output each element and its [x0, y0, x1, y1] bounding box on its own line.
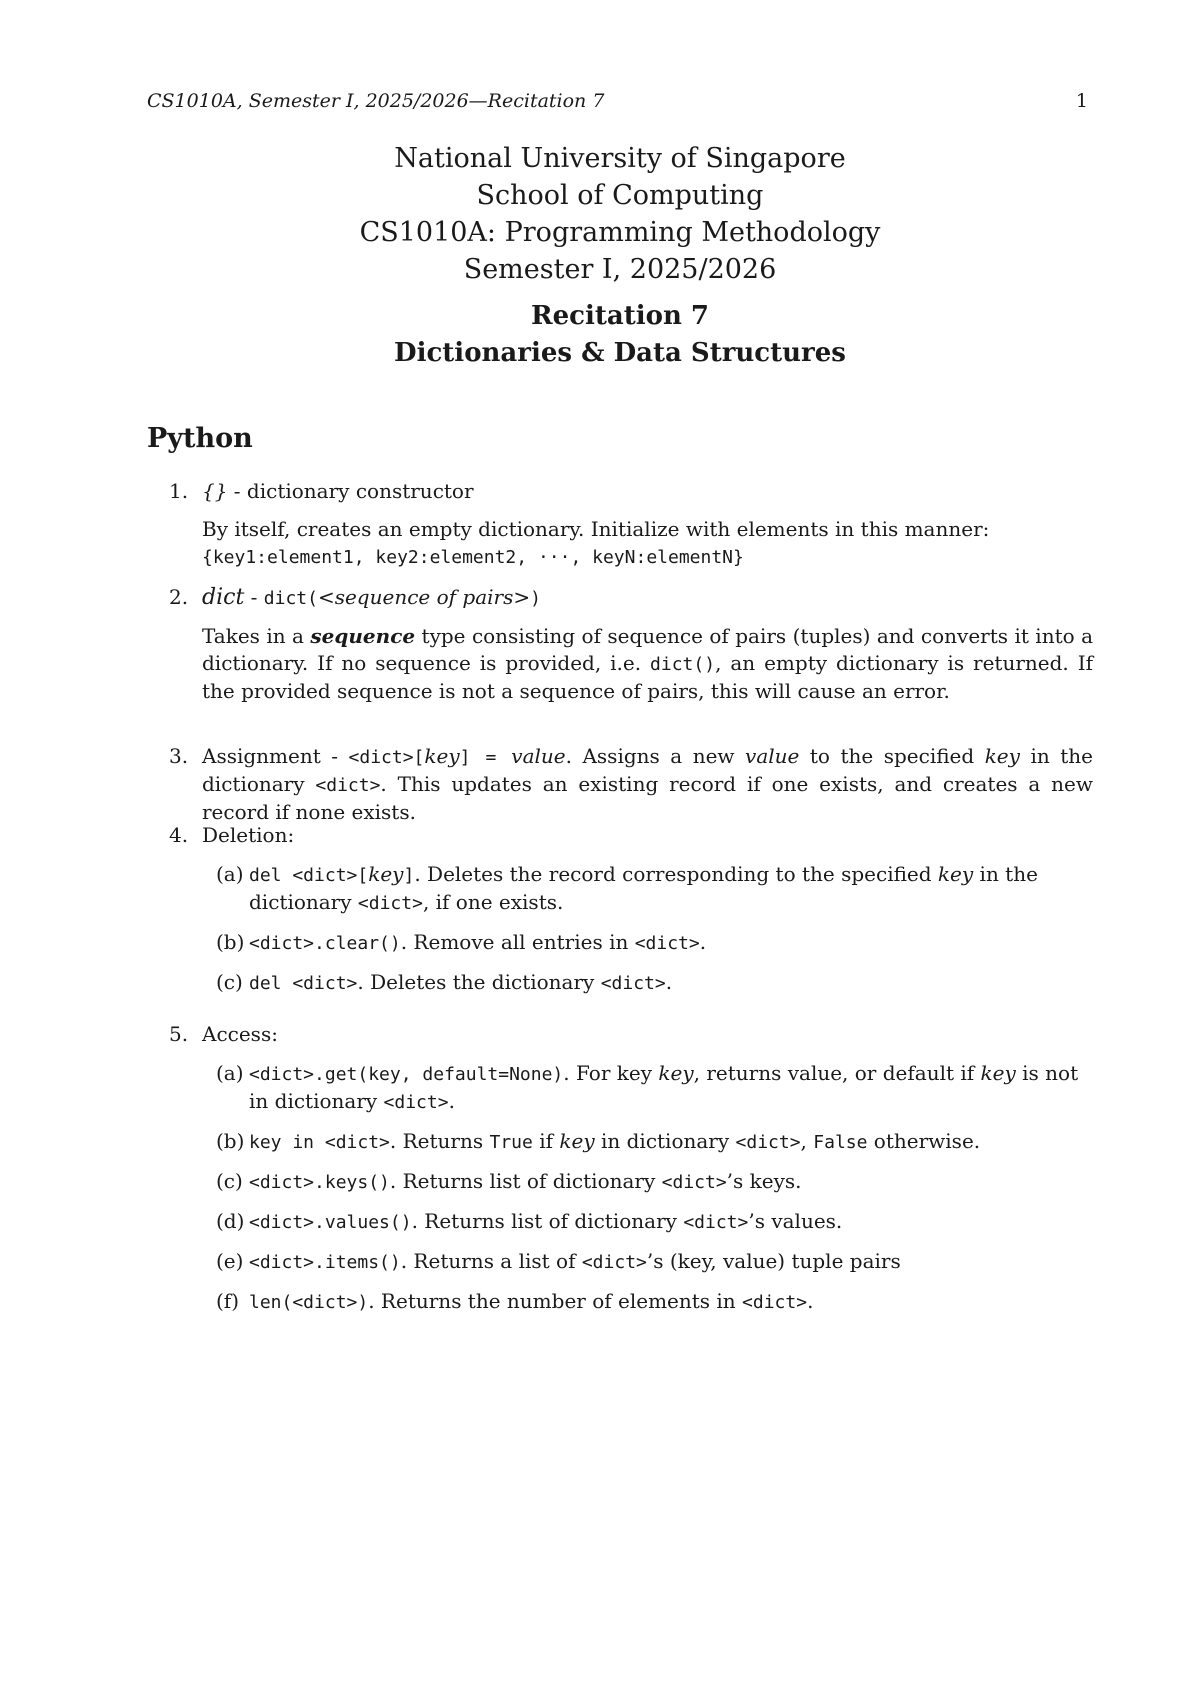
page-number: 1: [1075, 90, 1088, 112]
item-description: Takes in a sequence type consisting of sequence of pairs (tuples) and converts it into a dictionary. If no sequence is provided, i.e. dict(), an empty dictionary is returned. If the provided sequence is not a sequence of pairs, this will cause an error.: [202, 624, 1094, 703]
section-title: Python: [147, 423, 253, 454]
item-number: 1.: [169, 479, 189, 503]
list-item-deletion: [147, 822, 1093, 997]
title-block: [0, 140, 1200, 288]
list-item-dict: [147, 584, 1093, 705]
list-item-assignment: [147, 743, 1093, 826]
sub-item: (d) <dict>.values(). Returns list of dictionary <dict>’s values.: [216, 1209, 843, 1233]
item-number: 4.: [169, 823, 189, 847]
recitation-number: Recitation 7: [531, 301, 709, 331]
sub-item: (c) del <dict>. Deletes the dictionary <dict>.: [216, 970, 673, 994]
code-example: {key1:element1, key2:element2, ···, keyN:elementN}: [202, 547, 744, 568]
sub-item: (b) key in <dict>. Returns True if key in dictionary <dict>, False otherwise.: [216, 1129, 981, 1153]
item-number: 3.: [169, 744, 189, 768]
sub-item: (a) del <dict>[key]. Deletes the record corresponding to the specified key in the dictionary <dict>, if one exists.: [216, 862, 1038, 914]
sub-item: (a) <dict>.get(key, default=None). For key key, returns value, or default if key is not in dictionary <dict>.: [216, 1061, 1079, 1113]
item-number: 5.: [169, 1022, 189, 1046]
university-name: National University of Singapore: [394, 143, 846, 174]
item-label: Deletion:: [202, 823, 295, 847]
item-heading: dict - dict(<sequence of pairs>): [202, 585, 541, 610]
school-name: School of Computing: [476, 180, 764, 211]
item-label: Access:: [202, 1022, 278, 1046]
sub-item: (e) <dict>.items(). Returns a list of <dict>’s (key, value) tuple pairs: [216, 1249, 901, 1273]
item-heading: {} - dictionary constructor: [202, 479, 474, 503]
item-description: Assignment - <dict>[key] = value. Assigns a new value to the specified key in the dictionary <dict>. This updates an existing record if one exists, and creates a new record if none exists.: [202, 744, 1093, 824]
item-description: By itself, creates an empty dictionary. Initialize with elements in this manner: {key1:element1, key2:element2, ···, keyN:elementN}: [202, 517, 990, 568]
running-title: CS1010A, Semester I, 2025/2026—Recitation 7: [147, 90, 605, 112]
running-header: [147, 90, 1088, 112]
item-number: 2.: [169, 585, 189, 609]
list-item-access: [147, 1021, 1093, 1316]
sub-item: (f) len(<dict>). Returns the number of elements in <dict>.: [216, 1289, 814, 1313]
item-name: dict: [202, 585, 245, 610]
course-name: CS1010A: Programming Methodology: [359, 217, 881, 248]
list-item-constructor: [147, 478, 1093, 571]
sub-item: (c) <dict>.keys(). Returns list of dictionary <dict>’s keys.: [216, 1169, 802, 1193]
sub-item: (b) <dict>.clear(). Remove all entries in <dict>.: [216, 930, 707, 954]
item-code: {}: [202, 479, 228, 503]
recitation-topic: Dictionaries & Data Structures: [394, 338, 846, 368]
semester: Semester I, 2025/2026: [463, 254, 777, 285]
recitation-block: [0, 298, 1200, 372]
